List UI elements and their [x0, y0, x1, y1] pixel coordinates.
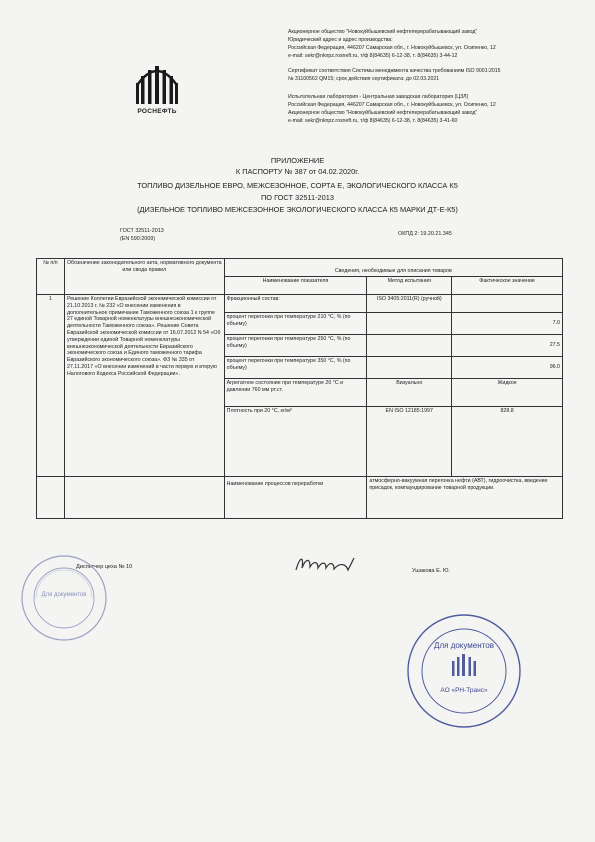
product-title: ТОПЛИВО ДИЗЕЛЬНОЕ ЕВРО, МЕЖСЕЗОННОЕ, СОРТА Е, ЭКОЛОГИЧЕСКОГО КЛАССА К5: [137, 181, 458, 190]
product-subtitle: (ДИЗЕЛЬНОЕ ТОПЛИВО МЕЖСЕЗОННОЕ ЭКОЛОГИЧЕСКОГО КЛАССА К5 МАРКИ ДТ-Е-К5): [137, 205, 458, 214]
param-name: процент перегонки при температуре 250 °С, % (по объему): [224, 335, 367, 357]
right-stamp-text: Для документов: [434, 641, 494, 650]
header-method: Метод испытания: [367, 277, 452, 295]
header-value: Фактическое значение: [452, 277, 563, 295]
param-name: Плотность при 20 °С, кг/м³: [224, 407, 367, 477]
header-info: Сведения, необходимые для описания товаров: [224, 259, 562, 277]
lab-contact: e-mail: sekr@nknpz.rosneft.ru, т/ф 8(84635) 6-12-38, т. 8(84635) 3-41-60: [288, 118, 458, 124]
param-value: 7.0: [452, 313, 563, 335]
address-label: Юридический адрес и адрес производства:: [288, 37, 393, 43]
header-doc: Обозначение законодательного акта, нормативного документа или свода правил: [64, 259, 224, 295]
param-method: [367, 357, 452, 379]
rosneft-logo: [128, 60, 186, 115]
process-value: атмосферно-вакуумная перегонка нефти (АВТ), гидроочистка, введение присадок, компаундирование товарной продукции.: [367, 477, 563, 519]
product-table: [36, 258, 563, 519]
handwritten-signature: [292, 552, 362, 583]
param-method: [367, 313, 452, 335]
gost-label: ГОСТ 32511-2013: [120, 228, 164, 234]
param-name: Фракционный состав:: [224, 295, 367, 313]
left-stamp: [18, 552, 110, 649]
certificate: Сертификат соответствия Системы менеджмента качества требованиям ISO 9001:2015: [288, 68, 501, 74]
stamp-icon: [405, 612, 523, 730]
right-stamp: [405, 612, 523, 735]
lab-name: Испытательная лаборатория - Центральная заводская лаборатория (ЦЗЛ): [288, 94, 469, 100]
contact: e-mail: sekr@nknpz.rosneft.ru, т/ф 8(84635) 6-12-38, т. 8(84635) 3-44-12: [288, 53, 458, 59]
process-name: Наименование процессов переработки: [224, 477, 367, 519]
param-name: процент перегонки при температуре 350 °С, % (по объему): [224, 357, 367, 379]
dispatcher-label: Диспетчер цеха № 10: [76, 564, 133, 570]
param-name: Агрегатное состояние при температуре 20 °С и давлении 760 мм рт.ст.: [224, 379, 367, 407]
lab-company: Акционерное общество "Новокуйбышевский нефтеперерабатывающий завод": [288, 110, 478, 116]
param-value: 27.5: [452, 335, 563, 357]
param-value: Жидкое: [452, 379, 563, 407]
row-number: 1: [37, 295, 65, 477]
param-method: ISO 3405:2011(R) (ручной): [367, 295, 452, 313]
param-value: [452, 295, 563, 313]
legal-docs-text: Решение Коллегии Евразийской экономической комиссии от 21.10.2013 г. № 232 «О внесении изменения в дополнительное примечание Таможенного союза 1 к группе 27 единой Товарной номенклатуры внешнеэкономической деятельности Таможенного союза». Решение Совета Евразийской экономической комиссии от 16.07.2012 N 54 «Об утверждении единой Товарной номенклатуры внешнеэкономической деятельности Евразийского экономического союза и Единого таможенного тарифа Евразийского экономического союза». ФЗ № 335 от 27.11.2017 «О внесении изменений в части первую и вторую Налогового Кодекса Российской Федерации».: [64, 295, 224, 477]
rosneft-emblem-icon: [134, 60, 180, 106]
signature-icon: [292, 552, 362, 578]
param-value: 828.8: [452, 407, 563, 477]
address: Российская Федерация, 446207 Самарская обл., г. Новокуйбышевск, ул. Осипенко, 12: [288, 45, 496, 51]
passport-ref: К ПАСПОРТУ № 387 от 04.02.2020г.: [235, 167, 360, 176]
param-method: [367, 335, 452, 357]
param-method: EN ISO 12185:1997: [367, 407, 452, 477]
param-value: 96.0: [452, 357, 563, 379]
appendix-title: ПРИЛОЖЕНИЕ: [270, 156, 325, 165]
logo-text: РОСНЕФТЬ: [137, 108, 177, 115]
company-name: Акционерное общество "Новокуйбышевский нефтеперерабатывающий завод": [288, 29, 478, 35]
empty-cell: [64, 477, 224, 519]
param-name: процент перегонки при температуре 210 °С, % (по объему): [224, 313, 367, 335]
en-label: (EN 590:2009): [120, 236, 156, 242]
left-stamp-text: Для документов: [41, 592, 87, 598]
stamp-icon: [18, 552, 110, 644]
right-stamp-sub: АО «РН-Транс»: [440, 687, 488, 694]
param-method: Визуально: [367, 379, 452, 407]
header-num: № п/п: [37, 259, 65, 295]
empty-cell: [37, 477, 65, 519]
header-name: Наименование показателя: [224, 277, 367, 295]
product-standard: ПО ГОСТ 32511-2013: [260, 193, 334, 202]
certificate-number: № 31100562 QM15; срок действия сертификата: до 02.03.2021: [288, 76, 440, 82]
signer-name: Ушакова Е. Ю.: [412, 568, 451, 574]
lab-address: Российская Федерация, 446207 Самарская обл., г. Новокуйбышевск, ул. Осипенко, 12: [288, 102, 496, 108]
okpd-code: ОКПД 2: 19.20.21.345: [398, 231, 452, 237]
